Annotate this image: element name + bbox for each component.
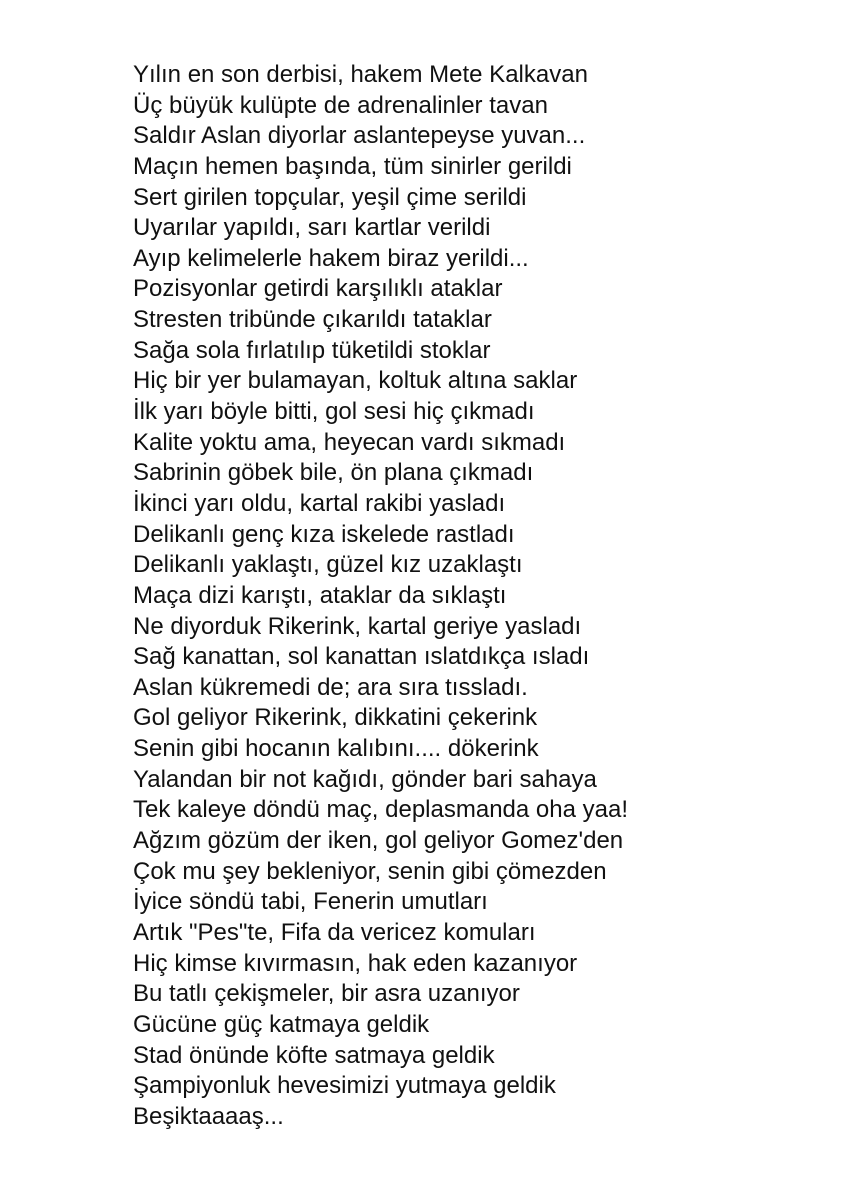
poem-line: Kalite yoktu ama, heyecan vardı sıkmadı <box>133 428 566 456</box>
poem-line: Şampiyonluk hevesimizi yutmaya geldik <box>133 1072 556 1100</box>
poem-line: Pozisyonlar getirdi karşılıklı ataklar <box>133 275 503 303</box>
poem-line: Ağzım gözüm der iken, gol geliyor Gomez'den <box>133 827 624 855</box>
poem-line: Üç büyük kulüpte de adrenalinler tavan <box>133 91 548 119</box>
poem-line: Delikanlı yaklaştı, güzel kız uzaklaştı <box>133 551 523 579</box>
poem-line: Saldır Aslan diyorlar aslantepeyse yuvan... <box>133 122 586 150</box>
poem-line: Yalandan bir not kağıdı, gönder bari sahaya <box>133 765 597 793</box>
poem-line: Sağ kanattan, sol kanattan ıslatdıkça ısladı <box>133 643 590 671</box>
poem-line: Senin gibi hocanın kalıbını.... dökerink <box>133 735 539 763</box>
poem-line: Stad önünde köfte satmaya geldik <box>133 1041 495 1069</box>
poem-line: Çok mu şey bekleniyor, senin gibi çömezden <box>133 857 607 885</box>
poem-line: Beşiktaaaaş... <box>133 1102 284 1130</box>
poem-line: Gol geliyor Rikerink, dikkatini çekerink <box>133 704 538 732</box>
poem-line: Aslan kükremedi de; ara sıra tıssladı. <box>133 673 528 701</box>
poem-line: Sabrinin göbek bile, ön plana çıkmadı <box>133 459 534 487</box>
poem-line: Hiç bir yer bulamayan, koltuk altına saklar <box>133 367 578 395</box>
poem-line: Sert girilen topçular, yeşil çime serildi <box>133 183 527 211</box>
poem-line: Maçın hemen başında, tüm sinirler gerildi <box>133 152 572 180</box>
poem-line: Stresten tribünde çıkarıldı tataklar <box>133 306 492 334</box>
poem-line: Tek kaleye döndü maç, deplasmanda oha yaa! <box>133 796 628 824</box>
poem-line: Delikanlı genç kıza iskelede rastladı <box>133 520 515 548</box>
poem-text <box>133 60 628 1132</box>
poem-line: Yılın en son derbisi, hakem Mete Kalkavan <box>133 61 588 88</box>
poem-line: Sağa sola fırlatılıp tüketildi stoklar <box>133 336 491 364</box>
poem-line: İkinci yarı oldu, kartal rakibi yasladı <box>133 489 506 517</box>
poem-line: Ne diyorduk Rikerink, kartal geriye yasladı <box>133 612 582 640</box>
poem-line: Hiç kimse kıvırmasın, hak eden kazanıyor <box>133 949 578 977</box>
poem-line: Maça dizi karıştı, ataklar da sıklaştı <box>133 581 507 609</box>
poem-line: Gücüne güç katmaya geldik <box>133 1010 430 1038</box>
poem-line: İyice söndü tabi, Fenerin umutları <box>133 888 488 916</box>
poem-line: Artık "Pes"te, Fifa da vericez komuları <box>133 918 536 946</box>
poem-line: Uyarılar yapıldı, sarı kartlar verildi <box>133 214 491 242</box>
poem-line: İlk yarı böyle bitti, gol sesi hiç çıkmadı <box>133 398 535 426</box>
poem-line: Ayıp kelimelerle hakem biraz yerildi... <box>133 244 529 272</box>
poem-line: Bu tatlı çekişmeler, bir asra uzanıyor <box>133 980 520 1008</box>
